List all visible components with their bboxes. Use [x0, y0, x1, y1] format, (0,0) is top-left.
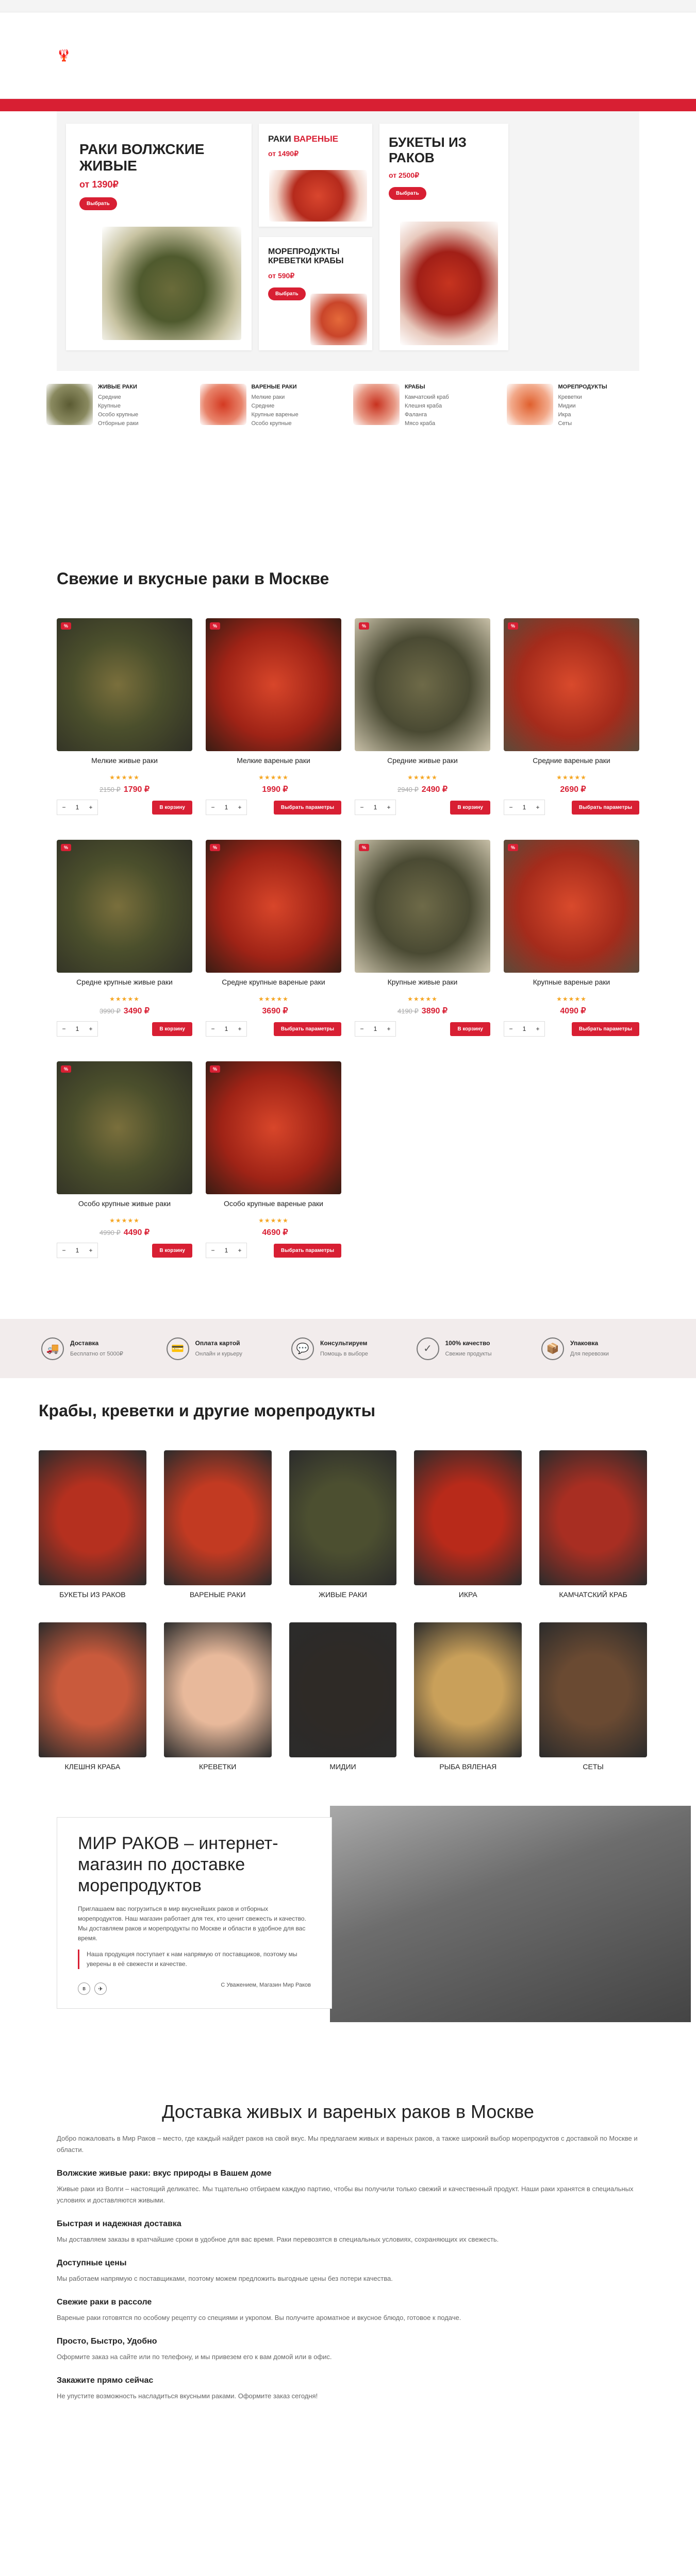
advantage-item: [167, 1337, 280, 1360]
store-photo: [330, 1806, 691, 2022]
category-tile-name[interactable]: СЕТЫ: [583, 1762, 604, 1771]
plus-icon[interactable]: +: [238, 804, 242, 811]
advantage-text: [320, 1340, 368, 1358]
minus-icon[interactable]: −: [62, 1025, 66, 1032]
product-card[interactable]: [504, 840, 639, 1037]
category-tile-name[interactable]: КАМЧАТСКИЙ КРАБ: [559, 1590, 627, 1599]
quantity-stepper[interactable]: [504, 800, 545, 815]
article-paragraph: Живые раки из Волги – настоящий деликатес. Мы тщательно отбираем каждую партию, чтобы вы получили только свежий и качественный продукт. Наши раки хранятся в специальных условиях и доставляются живыми.: [57, 2185, 634, 2204]
product-card[interactable]: [57, 840, 192, 1037]
product-card[interactable]: [57, 618, 192, 815]
product-image[interactable]: [206, 840, 341, 973]
category-image: [46, 384, 93, 425]
add-to-cart-button[interactable]: Выбрать параметры: [572, 801, 639, 815]
rating-stars: ★★★★★: [556, 995, 587, 1003]
category-tile[interactable]: [289, 1450, 397, 1599]
category-link[interactable]: Особо крупные: [251, 420, 292, 427]
hero-card-image: [102, 227, 241, 340]
category-seafood[interactable]: [507, 384, 650, 459]
product-name[interactable]: Средние живые раки: [387, 756, 458, 765]
advantage-subtitle: Для перевозки: [570, 1350, 609, 1357]
hero-card-title: РАКИ ВОЛЖСКИЕ: [79, 141, 205, 157]
advantage-text: [570, 1340, 609, 1358]
product-name[interactable]: Особо крупные живые раки: [78, 1199, 171, 1208]
sale-badge: %: [210, 1065, 220, 1073]
category-tile-image[interactable]: [539, 1450, 647, 1585]
product-prices: [504, 1006, 639, 1016]
product-card[interactable]: [355, 618, 490, 815]
advantage-item: [291, 1337, 405, 1360]
article-intro: Добро пожаловать в Мир Раков – место, где каждый найдет раков на свой вкус. Мы предлагаем живых и вареных раков, а также широкий выбор морепродуктов с доставкой по Москве и области.: [57, 2134, 638, 2154]
plus-icon[interactable]: +: [536, 1025, 540, 1032]
current-price: 1990 ₽: [262, 785, 288, 794]
category-image: [507, 384, 553, 425]
sale-badge: %: [508, 622, 518, 630]
quantity-stepper[interactable]: [206, 1021, 247, 1037]
article-heading: Быстрая и надежная доставка: [57, 2219, 181, 2228]
article-heading: Свежие раки в рассоле: [57, 2298, 152, 2307]
product-card[interactable]: [206, 1061, 341, 1258]
article-paragraph: Не упустите возможность насладиться вкусными раками. Оформите заказ сегодня!: [57, 2392, 318, 2400]
advantage-title: 100% качество: [445, 1339, 490, 1347]
hero-card-price: от 2500₽: [389, 171, 420, 179]
product-image[interactable]: [355, 618, 490, 751]
sale-badge: %: [359, 622, 369, 630]
product-name[interactable]: Крупные вареные раки: [533, 978, 610, 986]
add-to-cart-button[interactable]: Выбрать параметры: [572, 1022, 639, 1036]
rating-stars: ★★★★★: [407, 995, 438, 1003]
about-quote: Наша продукция поступает к нам напрямую от поставщиков, поэтому мы уверены в её свежести и качестве.: [78, 1950, 311, 1969]
category-crabs[interactable]: [353, 384, 496, 459]
hero-card-boiled[interactable]: [259, 124, 372, 227]
category-link[interactable]: Клешня краба: [405, 403, 442, 409]
article-title: Доставка живых и вареных раков в Москве: [162, 2101, 534, 2122]
about-text: Приглашаем вас погрузиться в мир вкуснейших раков и отборных морепродуктов. Наш магазин работает для тех, кто ценит свежесть и качество. Мы доставляем раков и морепродукты по Москве и области в удобное для вас время.: [78, 1905, 306, 1942]
category-tile-name[interactable]: МИДИИ: [329, 1762, 356, 1771]
rating-stars: ★★★★★: [109, 1217, 140, 1224]
product-name[interactable]: Особо крупные вареные раки: [224, 1199, 323, 1208]
category-tile[interactable]: [414, 1622, 522, 1771]
product-prices: [206, 1227, 341, 1238]
product-actions: [504, 1021, 639, 1037]
quantity-stepper[interactable]: [57, 800, 98, 815]
product-image[interactable]: [504, 618, 639, 751]
product-actions: [206, 1243, 341, 1258]
category-tile[interactable]: [164, 1622, 272, 1771]
current-price: 1790 ₽: [123, 785, 150, 794]
category-tile-image[interactable]: [164, 1450, 272, 1585]
rating-stars: ★★★★★: [258, 995, 289, 1003]
hero-card-title: МОРЕПРОДУКТЫ КРЕВЕТКИ КРАБЫ: [268, 247, 344, 266]
product-grid: [57, 618, 639, 1258]
hero-card-bouquets[interactable]: [379, 124, 508, 350]
plus-icon[interactable]: +: [536, 804, 540, 811]
product-image[interactable]: [57, 840, 192, 973]
advantage-title: Консультируем: [320, 1339, 368, 1347]
minus-icon[interactable]: −: [62, 1247, 66, 1254]
sale-badge: %: [508, 844, 518, 851]
product-image[interactable]: [355, 840, 490, 973]
product-name[interactable]: Средние вареные раки: [533, 756, 610, 765]
minus-icon[interactable]: −: [211, 804, 215, 811]
section-title-crayfish: Свежие и вкусные раки в Москве: [57, 569, 329, 588]
advantage-subtitle: Онлайн и курьеру: [195, 1350, 242, 1357]
product-image[interactable]: [504, 840, 639, 973]
product-card[interactable]: [206, 618, 341, 815]
category-tile[interactable]: [39, 1450, 146, 1599]
vk-icon[interactable]: в: [78, 1982, 90, 1995]
card-icon: 💳: [167, 1337, 189, 1360]
top-bar: [0, 0, 696, 12]
advantage-subtitle: Свежие продукты: [445, 1350, 492, 1357]
product-name[interactable]: Крупные живые раки: [387, 978, 458, 986]
advantage-item: [417, 1337, 530, 1360]
product-card[interactable]: [504, 618, 639, 815]
plus-icon[interactable]: +: [89, 1025, 93, 1032]
category-link[interactable]: Мидии: [558, 403, 576, 409]
current-price: 4690 ₽: [262, 1228, 288, 1237]
hero-card-live-crayfish[interactable]: [66, 124, 252, 350]
advantage-text: [195, 1340, 242, 1358]
product-name[interactable]: Мелкие живые раки: [91, 756, 158, 765]
category-tile[interactable]: [289, 1622, 397, 1771]
advantage-title: Доставка: [70, 1339, 99, 1347]
category-image: [353, 384, 400, 425]
quantity-value[interactable]: 1: [522, 804, 526, 811]
category-row: [46, 384, 650, 459]
plus-icon[interactable]: +: [238, 1025, 242, 1032]
quantity-value[interactable]: 1: [224, 1025, 228, 1032]
plus-icon[interactable]: +: [89, 1247, 93, 1254]
hero-card-price: от 1390₽: [79, 179, 119, 190]
advantage-item: [41, 1337, 155, 1360]
hero-card-title-accent: ЖИВЫЕ: [79, 158, 137, 174]
minus-icon[interactable]: −: [62, 804, 66, 811]
product-prices: [57, 1227, 192, 1238]
minus-icon[interactable]: −: [360, 1025, 364, 1032]
category-title[interactable]: МОРЕПРОДУКТЫ: [558, 384, 607, 390]
quantity-stepper[interactable]: [57, 1243, 98, 1258]
hero-card-price: от 1490₽: [268, 149, 299, 158]
hero-card-price: от 590₽: [268, 271, 295, 280]
quantity-value[interactable]: 1: [75, 804, 79, 811]
product-actions: [206, 1021, 341, 1037]
category-tile[interactable]: [414, 1450, 522, 1599]
about-title: МИР РАКОВ – интернет-магазин по доставке морепродуктов: [78, 1834, 278, 1895]
quantity-stepper[interactable]: [355, 1021, 396, 1037]
box-icon: 📦: [541, 1337, 564, 1360]
telegram-icon[interactable]: ✈: [94, 1982, 107, 1995]
add-to-cart-button[interactable]: Выбрать параметры: [274, 1244, 341, 1258]
quantity-stepper[interactable]: [206, 800, 247, 815]
sale-badge: %: [359, 844, 369, 851]
product-actions: [57, 800, 192, 815]
category-tile-name[interactable]: КЛЕШНЯ КРАБА: [64, 1762, 121, 1771]
product-name[interactable]: Мелкие вареные раки: [237, 756, 310, 765]
social-links: [78, 1982, 107, 1995]
current-price: 2490 ₽: [421, 785, 448, 794]
current-price: 3490 ₽: [123, 1007, 150, 1015]
hero-card-title: РАКИ: [268, 134, 291, 144]
quantity-stepper[interactable]: [504, 1021, 545, 1037]
plus-icon[interactable]: +: [387, 804, 391, 811]
product-name[interactable]: Средне крупные вареные раки: [222, 978, 325, 986]
rating-stars: ★★★★★: [109, 995, 140, 1003]
category-tile-name[interactable]: ЖИВЫЕ РАКИ: [319, 1590, 367, 1599]
quantity-stepper[interactable]: [355, 800, 396, 815]
current-price: 2690 ₽: [560, 785, 586, 794]
add-to-cart-button[interactable]: В корзину: [450, 1022, 490, 1036]
product-image[interactable]: [206, 618, 341, 751]
category-tile-image[interactable]: [539, 1622, 647, 1757]
category-tile-image[interactable]: [39, 1622, 146, 1757]
product-prices: [504, 784, 639, 794]
category-image: [200, 384, 246, 425]
quantity-stepper[interactable]: [206, 1243, 247, 1258]
product-actions: [57, 1021, 192, 1037]
article-heading: Доступные цены: [57, 2259, 127, 2267]
hero-card-image: [400, 222, 498, 345]
category-tile[interactable]: [539, 1450, 647, 1599]
product-image[interactable]: [206, 1061, 341, 1194]
section-title-seafood: Крабы, креветки и другие морепродукты: [39, 1401, 376, 1420]
hero-card-button[interactable]: Выбрать: [79, 197, 117, 210]
category-tile[interactable]: [164, 1450, 272, 1599]
product-image[interactable]: [57, 1061, 192, 1194]
rating-stars: ★★★★★: [109, 774, 140, 781]
category-link[interactable]: Средние: [251, 403, 275, 409]
quantity-value[interactable]: 1: [75, 1247, 79, 1254]
category-live[interactable]: [46, 384, 190, 459]
category-tile-name[interactable]: РЫБА ВЯЛЕНАЯ: [439, 1762, 497, 1771]
current-price: 3690 ₽: [262, 1007, 288, 1015]
category-link[interactable]: Камчатский краб: [405, 394, 449, 400]
add-to-cart-button[interactable]: В корзину: [450, 801, 490, 815]
category-tile-image[interactable]: [289, 1622, 397, 1757]
category-link[interactable]: Отборные раки: [98, 420, 139, 427]
product-prices: [206, 784, 341, 794]
category-link[interactable]: Средние: [98, 394, 121, 400]
product-card[interactable]: [355, 840, 490, 1037]
article-paragraph: Оформите заказ на сайте или по телефону, и мы привезем его к вам домой или в офис.: [57, 2353, 332, 2361]
category-tile[interactable]: [39, 1622, 146, 1771]
advantage-title: Упаковка: [570, 1339, 599, 1347]
quality-icon: ✓: [417, 1337, 439, 1360]
article-heading: Закажите прямо сейчас: [57, 2376, 154, 2385]
plus-icon[interactable]: +: [89, 804, 93, 811]
add-to-cart-button[interactable]: В корзину: [152, 801, 192, 815]
article-heading: Волжские живые раки: вкус природы в Вашем доме: [57, 2169, 272, 2178]
quantity-value[interactable]: 1: [373, 1025, 377, 1032]
article-paragraph: Мы работаем напрямую с поставщиками, поэтому можем предложить выгодные цены без потери качества.: [57, 2275, 393, 2282]
sale-badge: %: [61, 844, 71, 851]
quantity-value[interactable]: 1: [373, 804, 377, 811]
old-price: 2150 ₽: [99, 786, 121, 793]
sale-badge: %: [210, 622, 220, 630]
old-price: 4190 ₽: [397, 1007, 419, 1015]
sale-badge: %: [210, 844, 220, 851]
minus-icon[interactable]: −: [211, 1247, 215, 1254]
product-actions: [57, 1243, 192, 1258]
category-tile[interactable]: [539, 1622, 647, 1771]
product-card[interactable]: [206, 840, 341, 1037]
category-boiled[interactable]: [200, 384, 343, 459]
rating-stars: ★★★★★: [407, 774, 438, 781]
advantage-subtitle: Бесплатно от 5000₽: [70, 1350, 123, 1357]
advantage-item: [541, 1337, 655, 1360]
advantages-bar: [0, 1319, 696, 1378]
advantage-text: [70, 1340, 123, 1358]
minus-icon[interactable]: −: [509, 1025, 513, 1032]
seo-article: [57, 2101, 639, 2402]
rating-stars: ★★★★★: [258, 774, 289, 781]
add-to-cart-button[interactable]: Выбрать параметры: [274, 801, 341, 815]
plus-icon[interactable]: +: [238, 1247, 242, 1254]
rating-stars: ★★★★★: [556, 774, 587, 781]
hero-card-title: БУКЕТЫ ИЗ РАКОВ: [389, 134, 467, 165]
product-prices: [57, 784, 192, 794]
quantity-value[interactable]: 1: [522, 1025, 526, 1032]
hero-card-title-accent: ВАРЕНЫЕ: [293, 134, 339, 144]
minus-icon[interactable]: −: [360, 804, 364, 811]
category-link[interactable]: Мелкие раки: [251, 394, 285, 400]
category-link[interactable]: Фаланга: [405, 412, 427, 418]
about-box: [57, 1817, 332, 2009]
advantage-subtitle: Помощь в выборе: [320, 1350, 368, 1357]
category-link[interactable]: Крупные вареные: [251, 412, 299, 418]
hero-card-button[interactable]: Выбрать: [389, 187, 426, 200]
sale-badge: %: [61, 1065, 71, 1073]
advantage-title: Оплата картой: [195, 1339, 240, 1347]
product-prices: [355, 1006, 490, 1016]
seafood-category-grid: [39, 1450, 647, 1771]
current-price: 4090 ₽: [560, 1007, 586, 1015]
product-prices: [57, 1006, 192, 1016]
category-tile-image[interactable]: [39, 1450, 146, 1585]
article-paragraph: Мы доставляем заказы в кратчайшие сроки в удобное для вас время. Раки перевозятся в специальных условиях, сохраняющих их свежесть.: [57, 2235, 499, 2243]
category-tile-name[interactable]: ВАРЕНЫЕ РАКИ: [189, 1590, 246, 1599]
product-actions: [355, 1021, 490, 1037]
add-to-cart-button[interactable]: В корзину: [152, 1022, 192, 1036]
old-price: 4990 ₽: [99, 1229, 121, 1236]
category-tile-name[interactable]: ИКРА: [458, 1590, 477, 1599]
header: [0, 12, 696, 99]
category-title[interactable]: ВАРЕНЫЕ РАКИ: [251, 384, 297, 390]
category-tile-image[interactable]: [414, 1450, 522, 1585]
quantity-value[interactable]: 1: [224, 1247, 228, 1254]
hero-card-button[interactable]: Выбрать: [268, 287, 306, 300]
add-to-cart-button[interactable]: В корзину: [152, 1244, 192, 1258]
current-price: 4490 ₽: [123, 1228, 150, 1237]
quantity-value[interactable]: 1: [75, 1025, 79, 1032]
product-card[interactable]: [57, 1061, 192, 1258]
hero-card-image: [310, 294, 367, 345]
advantage-text: [445, 1340, 492, 1358]
product-actions: [206, 800, 341, 815]
rating-stars: ★★★★★: [258, 1217, 289, 1224]
about-section: [57, 1806, 691, 2022]
article-paragraph: Вареные раки готовятся по особому рецепту со специями и укропом. Вы получите ароматное и вкусное блюдо, готовое к подаче.: [57, 2314, 461, 2321]
category-link[interactable]: Сеты: [558, 420, 572, 427]
category-tile-image[interactable]: [164, 1622, 272, 1757]
quantity-value[interactable]: 1: [224, 804, 228, 811]
add-to-cart-button[interactable]: Выбрать параметры: [274, 1022, 341, 1036]
product-prices: [206, 1006, 341, 1016]
plus-icon[interactable]: +: [387, 1025, 391, 1032]
category-title[interactable]: КРАБЫ: [405, 384, 425, 390]
truck-icon: 🚚: [41, 1337, 64, 1360]
product-image[interactable]: [57, 618, 192, 751]
hero-banner: [57, 111, 639, 371]
chat-icon: 💬: [291, 1337, 314, 1360]
nav-bar: [0, 99, 696, 111]
minus-icon[interactable]: −: [211, 1025, 215, 1032]
hero-card-seafood[interactable]: [259, 237, 372, 350]
product-actions: [355, 800, 490, 815]
product-actions: [504, 800, 639, 815]
category-tile-name[interactable]: БУКЕТЫ ИЗ РАКОВ: [59, 1590, 126, 1599]
category-tile-name[interactable]: КРЕВЕТКИ: [199, 1762, 237, 1771]
current-price: 3890 ₽: [421, 1007, 448, 1015]
category-tile-image[interactable]: [414, 1622, 522, 1757]
hero-card-image: [269, 170, 367, 222]
category-title[interactable]: ЖИВЫЕ РАКИ: [98, 384, 137, 390]
old-price: 3990 ₽: [99, 1007, 121, 1015]
sale-badge: %: [61, 622, 71, 630]
product-prices: [355, 784, 490, 794]
category-tile-image[interactable]: [289, 1450, 397, 1585]
category-link[interactable]: Икра: [558, 412, 571, 418]
minus-icon[interactable]: −: [509, 804, 513, 811]
category-link[interactable]: Мясо краба: [405, 420, 436, 427]
about-signature: С Уважением, Магазин Мир Раков: [221, 1982, 311, 1989]
old-price: 2940 ₽: [397, 786, 419, 793]
product-name[interactable]: Средне крупные живые раки: [76, 978, 173, 986]
category-link[interactable]: Особо крупные: [98, 412, 139, 418]
category-link[interactable]: Крупные: [98, 403, 121, 409]
quantity-stepper[interactable]: [57, 1021, 98, 1037]
article-heading: Просто, Быстро, Удобно: [57, 2337, 157, 2346]
category-link[interactable]: Креветки: [558, 394, 582, 400]
site-logo[interactable]: 🦞: [57, 48, 72, 62]
